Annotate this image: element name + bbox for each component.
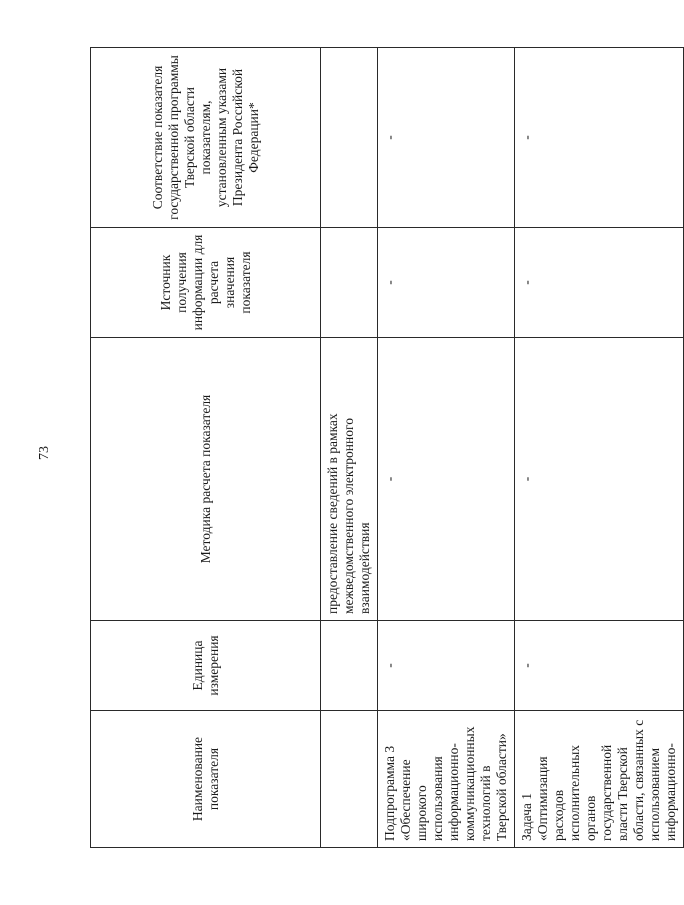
cell-correspondence: - xyxy=(378,48,515,228)
cell-indicator-name: Задача 1 «Оптимизация расходов исполнительных органов государственной власти Тверской области, связанных с использованием информационно- xyxy=(515,711,684,848)
cell-calculation-method: - xyxy=(378,338,515,621)
header-data-source: Источник получения информации для расчета значения показателя xyxy=(91,228,321,338)
indicator-table-rotated xyxy=(90,48,678,848)
table-header-row xyxy=(91,48,321,848)
cell-unit xyxy=(321,621,378,711)
cell-indicator-name xyxy=(321,711,378,848)
cell-unit: - xyxy=(515,621,684,711)
cell-calculation-method: - xyxy=(515,338,684,621)
header-calculation-method: Методика расчета показателя xyxy=(91,338,321,621)
cell-data-source: - xyxy=(378,228,515,338)
cell-data-source xyxy=(321,228,378,338)
page-number: 73 xyxy=(37,446,52,460)
header-indicator-name: Наименование показателя xyxy=(91,711,321,848)
table-row xyxy=(321,48,378,848)
indicator-table xyxy=(90,47,684,848)
table-row xyxy=(378,48,515,848)
table-row xyxy=(515,48,684,848)
cell-data-source: - xyxy=(515,228,684,338)
header-presidential-decree-correspondence: Соответствие показателя государственной программы Тверской области показателям, установленным указами Президента Российской Федерации* xyxy=(91,48,321,228)
cell-calculation-method: предоставление сведений в рамках межведомственного электронного взаимодействия xyxy=(321,338,378,621)
header-unit: Единица измерения xyxy=(91,621,321,711)
cell-indicator-name: Подпрограмма 3 «Обеспечение широкого использования информационно-коммуникационных технологий в Тверской области» xyxy=(378,711,515,848)
cell-correspondence: - xyxy=(515,48,684,228)
cell-unit: - xyxy=(378,621,515,711)
cell-correspondence xyxy=(321,48,378,228)
